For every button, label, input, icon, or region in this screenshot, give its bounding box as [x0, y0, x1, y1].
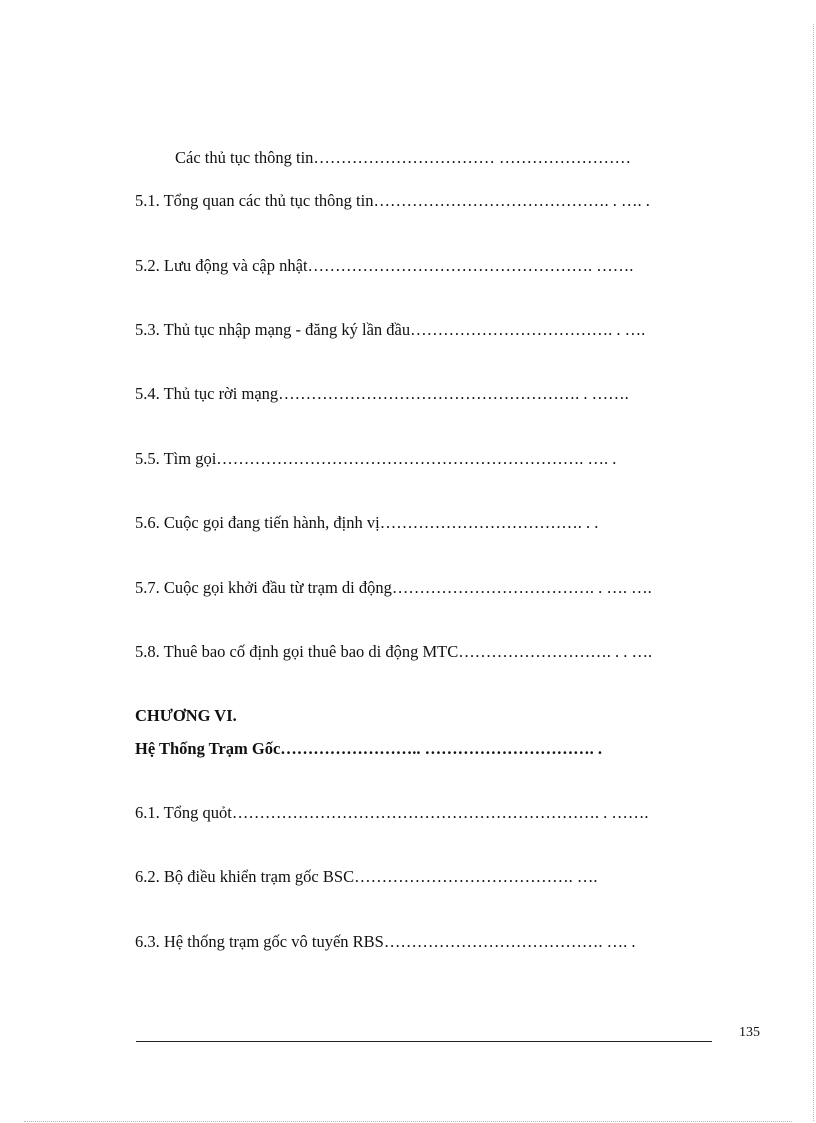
toc-entry-text: 6.1. Tổng quỏt…………………………………………………………. . ……. [135, 803, 649, 822]
toc-entry-5-6[interactable] [135, 513, 740, 533]
toc-entry-text: 6.3. Hệ thống trạm gốc vô tuyến RBS…………………………………. …. . [135, 932, 636, 951]
chapter-6-heading [135, 706, 752, 726]
page-edge-dotted-right [813, 24, 814, 1121]
chapter-6-title-text: Hệ Thống Trạm Gốc…………………….. …………………………. . [135, 739, 603, 758]
toc-entry-5-1[interactable] [135, 191, 740, 211]
toc-entry-5-2[interactable] [135, 256, 740, 276]
toc-entry-6-3[interactable] [135, 932, 740, 952]
toc-entry-text: 5.8. Thuê bao cố định gọi thuê bao di động MTC………………………. . . …. [135, 642, 653, 661]
chapter-6-title [135, 739, 740, 759]
toc-entry-5-7[interactable] [135, 578, 740, 598]
toc-entry-text: 5.2. Lưu động và cập nhật……………………………………………. ……. [135, 256, 634, 275]
footer-rule [136, 1041, 712, 1042]
toc-entry-5-4[interactable] [135, 384, 740, 404]
toc-entry-text: 6.2. Bộ điều khiển trạm gốc BSC…………………………………. …. [135, 867, 598, 886]
toc-entry-text: 5.7. Cuộc gọi khởi đầu từ trạm di động………………………………. . …. …. [135, 578, 652, 597]
toc-entry-5-5[interactable] [135, 449, 740, 469]
toc-entry-6-1[interactable] [135, 803, 740, 823]
toc-entry-text: 5.5. Tìm gọi…………………………………………………………. …. . [135, 449, 617, 468]
toc-entry-text: 5.6. Cuộc gọi đang tiến hành, định vị………………………………. . . [135, 513, 599, 532]
toc-entry-6-2[interactable] [135, 867, 740, 887]
toc-entry-text: 5.3. Thủ tục nhập mạng - đăng ký lần đầu………………………………. . …. [135, 320, 646, 339]
toc-entry-text: 5.4. Thủ tục rời mạng………………………………………………. . ……. [135, 384, 629, 403]
chapter-5-title [175, 148, 740, 168]
page-edge-dotted-bottom [24, 1121, 792, 1122]
toc-entry-5-8[interactable] [135, 642, 740, 662]
chapter-5-title-text: Các thủ tục thông tin…………………………… …………………… [175, 148, 632, 167]
toc-entry-5-3[interactable] [135, 320, 740, 340]
page-number: 135 [739, 1025, 760, 1040]
chapter-6-label: CHƯƠNG VI. [135, 706, 237, 725]
toc-entry-text: 5.1. Tổng quan các thủ tục thông tin……………………………………. . …. . [135, 191, 650, 210]
